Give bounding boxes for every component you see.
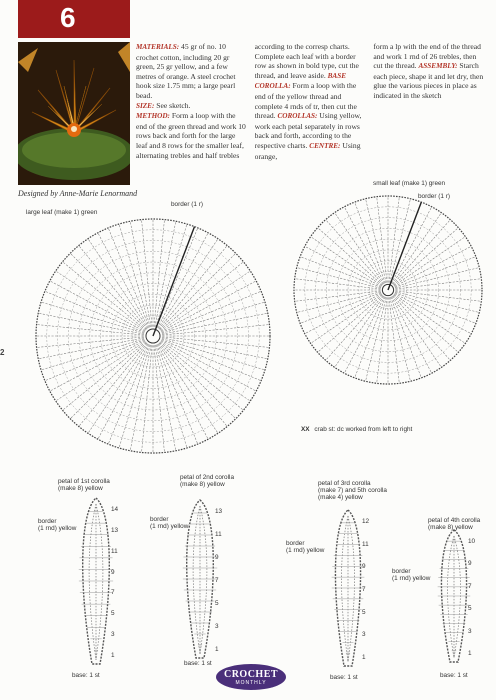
small-leaf-spoke-30: [300, 257, 381, 288]
large-leaf-spoke-55: [158, 239, 218, 328]
size-text: See sketch.: [156, 100, 191, 110]
small-leaf-spoke-29: [297, 268, 381, 289]
page-number: 6: [60, 2, 76, 33]
petal-1-row-number: 9: [111, 568, 115, 576]
large-leaf-spoke-52: [156, 224, 187, 327]
petal-4-stitch-column-3: [454, 536, 460, 658]
petal-3-row-number: 1: [362, 654, 366, 661]
petal-4-stitch-column-1: [448, 536, 454, 658]
materials-heading: MATERIALS:: [136, 43, 180, 51]
large-leaf-label: large leaf (make 1) green: [26, 209, 98, 216]
petal-3-base-label: base: 1 st: [330, 674, 358, 681]
petal-4-row-number: 3: [468, 627, 472, 635]
petal-2-border-label-1: border: [150, 516, 169, 523]
corollas-heading: COROLLAS:: [277, 112, 318, 121]
small-leaf-label: small leaf (make 1) green: [373, 180, 446, 187]
large-leaf-spoke-2: [162, 337, 269, 348]
flower-illustration: [18, 42, 130, 185]
petal-3-title-3: (make 4) yellow: [318, 494, 363, 501]
large-leaf-border-label: border (1 r): [171, 201, 203, 208]
petal-1-row-number: 7: [111, 589, 115, 597]
centre-text: Using orange,: [254, 140, 361, 161]
small-leaf-spoke-2: [395, 291, 481, 301]
small-leaf-spoke-21: [318, 295, 383, 352]
petal-4-base-label: base: 1 st: [440, 672, 468, 679]
large-leaf-start-line: [153, 227, 194, 336]
petal-3-title-2: (make 7) and 5th corolla: [318, 487, 387, 494]
petal-2-row-number: 13: [215, 508, 223, 515]
small-leaf-spoke-46: [393, 220, 450, 285]
petal-2-border-label-2: (1 rnd) yellow: [150, 523, 189, 530]
petal-3-border-label-2: (1 rnd) yellow: [286, 547, 325, 554]
petal-2-row-number: 5: [215, 600, 219, 607]
petal-3-stitch-column-1: [342, 516, 348, 662]
designer-credit: Designed by Anne-Marie Lenormand: [18, 189, 138, 198]
large-leaf-spoke-20: [119, 345, 150, 448]
petal-1-row-number: 5: [111, 610, 115, 618]
large-leaf-spoke-48: [142, 220, 153, 327]
centre-cont-text: form a lp with the end of the thread and work 1 rnd of 26 trebles, then cut the thread.: [373, 42, 481, 71]
petal-2-stitch-column-1: [193, 506, 200, 654]
small-leaf-spoke-9: [392, 296, 441, 367]
flower-photo: [18, 42, 130, 185]
large-leaf-svg: [32, 215, 274, 457]
petal-3-row-number: 11: [362, 540, 369, 548]
small-leaf-spoke-5: [395, 293, 472, 333]
leaf-text: according to the corresp charts. Complete each leaf with a border row as shown in bold type, cut the thread, and leave aside.: [254, 42, 359, 80]
instructions: [136, 42, 484, 185]
instructions-col-3: [373, 42, 484, 185]
petal-4-border-label-2: (1 rnd) yellow: [392, 575, 431, 582]
small-leaf-spoke-32: [311, 237, 382, 286]
petal-4-row-number: 7: [468, 582, 472, 590]
petal-3-row-number: 9: [362, 563, 366, 571]
small-leaf-spoke-22: [311, 294, 382, 343]
side-page-marker: 2: [0, 348, 5, 357]
small-leaf-spoke-4: [395, 293, 476, 324]
small-leaf-spoke-26: [295, 291, 381, 301]
method-text: Form a loop with the end of the green thread and work 10 rows back and forth for the large leaf and 8 rows for the smaller leaf, alternating trebles and half trebles: [136, 111, 246, 160]
petal-1-row-number: 14: [111, 506, 119, 513]
petal-1-border-label-1: border: [38, 518, 57, 525]
petal-2-title-2: (make 8) yellow: [180, 481, 225, 488]
small-leaf-spoke-16: [366, 297, 387, 381]
small-leaf-spoke-20: [326, 296, 383, 361]
petal-1-border-label-2: (1 rnd) yellow: [38, 525, 77, 532]
petal-4-row-number: 5: [468, 605, 472, 613]
petal-2-row-number: 1: [215, 646, 219, 653]
small-leaf-spoke-38: [366, 199, 387, 283]
small-leaf-border-label: border (1 r): [418, 193, 450, 200]
large-leaf-spoke-56: [159, 246, 227, 329]
small-leaf-spoke-39: [377, 197, 387, 283]
large-leaf-spoke-41: [70, 253, 146, 329]
small-leaf-spoke-52: [395, 279, 481, 289]
petal-1-row-number: 3: [111, 631, 115, 639]
large-leaf-spoke-57: [160, 253, 236, 329]
petal-1-base-label: base: 1 st: [72, 672, 100, 679]
small-leaf-spoke-28: [295, 279, 381, 289]
petal-1-svg: [72, 496, 120, 670]
petal-3-row-number: 3: [362, 631, 366, 639]
small-leaf-start-line: [388, 202, 421, 290]
small-leaf-spoke-45: [392, 213, 441, 284]
small-leaf-spoke-37: [355, 202, 386, 283]
petal-3-row-number: 12: [362, 518, 370, 525]
petal-3-row-number: 5: [362, 608, 366, 616]
size-heading: SIZE:: [136, 101, 155, 110]
petal-1-row-number: 13: [111, 526, 119, 534]
small-leaf-spoke-8: [393, 296, 450, 361]
small-leaf-spoke-7: [394, 295, 459, 352]
small-leaf-spoke-19: [335, 296, 384, 367]
petal-2-row-number: 11: [215, 531, 222, 538]
small-leaf-spoke-24: [300, 293, 381, 324]
small-leaf-spoke-41: [389, 197, 399, 283]
assembly-heading: ASSEMBLY:: [418, 62, 458, 71]
petal-1-title-1: petal of 1st corolla: [58, 478, 110, 485]
large-leaf-spoke-24: [79, 343, 147, 426]
logo-title: CROCHET: [223, 669, 279, 680]
instructions-col-2: [255, 42, 366, 185]
petal-2-title-1: petal of 2nd corolla: [180, 474, 235, 481]
large-leaf-spoke-16: [154, 345, 165, 452]
petal-4-row-number: 9: [468, 560, 472, 568]
small-leaf-spoke-11: [391, 297, 422, 378]
assembly-text: Starch each piece, shape it and let dry, then glue the various pieces in place as indicated in the sketch: [373, 61, 484, 100]
method-heading: METHOD:: [136, 112, 170, 121]
large-leaf-spoke-5: [162, 340, 261, 381]
large-leaf-spoke-63: [162, 313, 268, 334]
petal-3-border-label-1: border: [286, 540, 305, 547]
instructions-col-1: [136, 42, 247, 185]
large-leaf-spoke-37: [45, 291, 144, 332]
large-leaf-spoke-42: [79, 246, 147, 329]
large-leaf-spoke-23: [88, 344, 148, 433]
base-corolla-text: Form a loop with the end of the yellow thread and complete 4 rnds of tr, then cut the thread.: [254, 81, 357, 121]
petal-4-svg: [430, 528, 478, 668]
small-leaf-spoke-13: [389, 297, 399, 383]
small-leaf-spoke-3: [395, 292, 479, 313]
materials-text: 45 gr of no. 10 crochet cotton, including 20 gr green, 25 gr yellow, and a few metres of orange. A steel crochet hook size 1.75 mm; a large pearl bead.: [136, 42, 236, 100]
small-leaf-spoke-10: [391, 297, 431, 374]
large-leaf-spoke-9: [160, 343, 236, 419]
small-leaf-spoke-6: [394, 294, 465, 343]
petal-1-row-number: 1: [111, 652, 115, 659]
small-leaf-spoke-47: [394, 228, 459, 285]
petal-1-stitch-column-3: [96, 504, 103, 660]
petal-4-row-number: 10: [468, 538, 476, 545]
large-leaf-spoke-31: [38, 338, 144, 359]
small-leaf-spoke-31: [305, 246, 382, 286]
petal-3-stitch-column-3: [348, 516, 354, 662]
petal-4-title-1: petal of 4th corolla: [428, 517, 481, 524]
base-corolla-heading: BASE COROLLA:: [254, 71, 347, 91]
large-leaf-spoke-27: [56, 341, 145, 401]
small-leaf-spoke-17: [355, 297, 386, 378]
petal-4-border-label-1: border: [392, 568, 411, 575]
petal-1-title-2: (make 8) yellow: [58, 485, 103, 492]
petal-4-title-2: (make 8) yellow: [428, 524, 473, 531]
crab-stitch-text: crab st: dc worked from left to right: [314, 426, 413, 433]
petal-1-stitch-column-1: [89, 504, 96, 660]
corollas-text: Using yellow, work each petal separately in rows back and forth, according to the respective charts.: [254, 111, 362, 150]
small-leaf-spoke-50: [395, 257, 476, 288]
crochet-monthly-logo: [216, 664, 286, 690]
stitch-legend: [301, 426, 412, 433]
page-number-badge: [18, 0, 130, 38]
large-leaf-spoke-13: [157, 345, 198, 444]
petal-2-stitch-column-3: [200, 506, 207, 654]
large-leaf-spoke-45: [108, 228, 149, 327]
petal-2-row-number: 9: [215, 554, 219, 561]
small-leaf-spoke-15: [377, 297, 387, 383]
large-leaf-spoke-30: [41, 339, 144, 370]
large-leaf-spoke-62: [162, 302, 265, 333]
petal-1-row-number: 11: [111, 547, 118, 555]
small-leaf-spoke-12: [390, 297, 411, 381]
large-leaf-spoke-34: [37, 325, 144, 336]
petal-2-base-label: base: 1 st: [184, 660, 212, 667]
petal-2-row-number: 7: [215, 577, 219, 584]
petal-3-title-1: petal of 3rd corolla: [318, 480, 371, 487]
petal-2-row-number: 3: [215, 623, 219, 630]
large-leaf-spoke-26: [63, 342, 146, 410]
small-leaf-spoke-35: [335, 213, 384, 284]
small-leaf-spoke-36: [344, 207, 384, 284]
small-leaf-svg: [290, 192, 486, 388]
petal-4-row-number: 1: [468, 650, 472, 657]
petal-3-row-number: 7: [362, 586, 366, 593]
large-leaf-spoke-19: [130, 345, 151, 451]
crab-stitch-symbol: XX: [301, 426, 310, 433]
small-leaf-spoke-34: [326, 220, 383, 285]
centre-heading: CENTRE:: [309, 141, 341, 150]
small-leaf-spoke-51: [395, 268, 479, 289]
small-leaf-spoke-33: [318, 228, 383, 285]
small-leaf-spoke-25: [297, 292, 381, 313]
logo-subtitle: MONTHLY: [235, 680, 267, 686]
